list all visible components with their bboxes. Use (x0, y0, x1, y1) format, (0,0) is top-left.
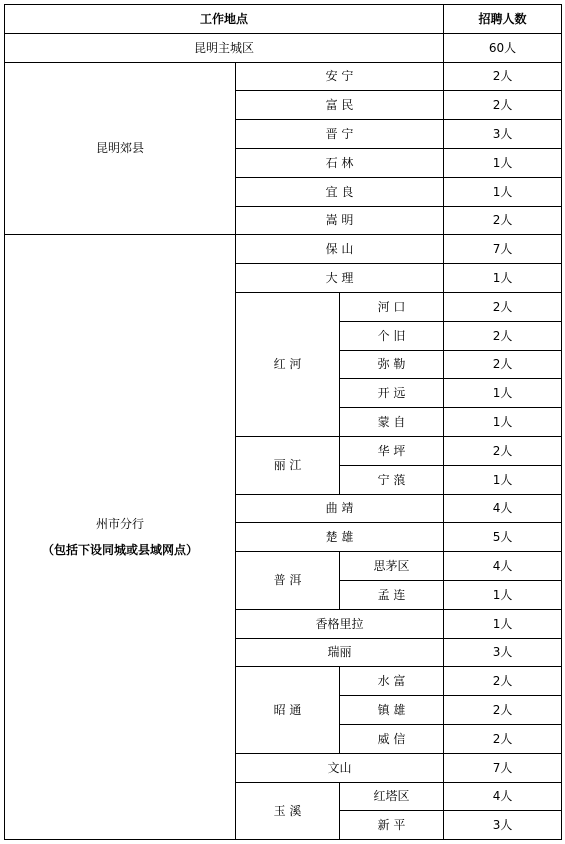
location-name: 镇 雄 (340, 696, 444, 725)
suburbs-label: 昆明郊县 (5, 62, 236, 235)
region-name: 玉 溪 (236, 782, 340, 840)
region-name: 昭 通 (236, 667, 340, 753)
location-count: 7人 (444, 235, 562, 264)
table-row (5, 62, 562, 91)
main-city-label: 昆明主城区 (5, 33, 444, 62)
header-row (5, 5, 562, 34)
location-name: 新 平 (340, 811, 444, 840)
location-name: 安 宁 (236, 62, 444, 91)
location-name: 开 远 (340, 379, 444, 408)
location-count: 2人 (444, 696, 562, 725)
location-name: 保 山 (236, 235, 444, 264)
location-count: 2人 (444, 91, 562, 120)
location-count: 4人 (444, 782, 562, 811)
location-name: 宜 良 (236, 177, 444, 206)
location-count: 1人 (444, 609, 562, 638)
location-name: 红塔区 (340, 782, 444, 811)
location-count: 3人 (444, 120, 562, 149)
location-name: 文山 (236, 753, 444, 782)
location-name: 个 旧 (340, 321, 444, 350)
location-count: 1人 (444, 465, 562, 494)
location-count: 1人 (444, 148, 562, 177)
location-count: 2人 (444, 724, 562, 753)
location-count: 3人 (444, 811, 562, 840)
location-name: 大 理 (236, 264, 444, 293)
location-name: 思茅区 (340, 552, 444, 581)
region-name: 丽 江 (236, 436, 340, 494)
header-location: 工作地点 (5, 5, 444, 34)
location-count: 2人 (444, 292, 562, 321)
location-name: 威 信 (340, 724, 444, 753)
location-count: 1人 (444, 264, 562, 293)
location-name: 曲 靖 (236, 494, 444, 523)
location-name: 华 坪 (340, 436, 444, 465)
location-name: 孟 连 (340, 580, 444, 609)
location-count: 1人 (444, 408, 562, 437)
prefecture-note: （包括下设同城或县域网点） (41, 543, 198, 558)
region-name: 红 河 (236, 292, 340, 436)
location-name: 石 林 (236, 148, 444, 177)
location-name: 香格里拉 (236, 609, 444, 638)
location-count: 2人 (444, 206, 562, 235)
location-count: 4人 (444, 552, 562, 581)
location-count: 2人 (444, 667, 562, 696)
location-name: 晋 宁 (236, 120, 444, 149)
prefecture-cell (5, 235, 236, 840)
location-name: 楚 雄 (236, 523, 444, 552)
main-city-count: 60人 (444, 33, 562, 62)
location-name: 水 富 (340, 667, 444, 696)
location-count: 5人 (444, 523, 562, 552)
location-count: 3人 (444, 638, 562, 667)
location-name: 嵩 明 (236, 206, 444, 235)
location-count: 2人 (444, 436, 562, 465)
location-count: 1人 (444, 177, 562, 206)
region-name: 普 洱 (236, 552, 340, 610)
prefecture-label: 州市分行 (95, 517, 144, 532)
location-count: 1人 (444, 379, 562, 408)
table-row (5, 33, 562, 62)
location-count: 7人 (444, 753, 562, 782)
location-count: 1人 (444, 580, 562, 609)
location-count: 2人 (444, 62, 562, 91)
location-count: 2人 (444, 321, 562, 350)
table-row (5, 235, 562, 264)
location-count: 2人 (444, 350, 562, 379)
location-name: 宁 蒗 (340, 465, 444, 494)
location-name: 蒙 自 (340, 408, 444, 437)
location-name: 河 口 (340, 292, 444, 321)
location-name: 瑞丽 (236, 638, 444, 667)
location-name: 富 民 (236, 91, 444, 120)
recruitment-table (4, 4, 562, 840)
location-name: 弥 勒 (340, 350, 444, 379)
header-count: 招聘人数 (444, 5, 562, 34)
location-count: 4人 (444, 494, 562, 523)
